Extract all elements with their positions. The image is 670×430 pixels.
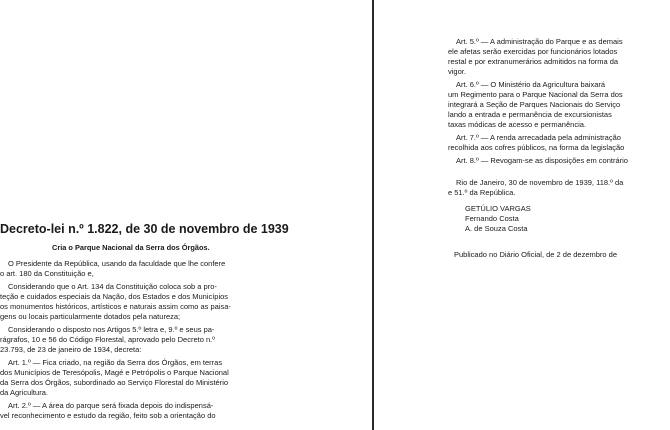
text-line: os monumentos históricos, artísticos e naturais assim como as paisa- [0,302,231,311]
article-2 [0,401,300,421]
article-7 [448,133,670,153]
text-line: o art. 180 da Constituição e, [0,269,94,278]
text-line: gens ou locais particularmente dotados pela natureza; [0,312,181,321]
text-line: e 51.º da República. [448,188,516,197]
text-line: Art. 1.º — Fica criado, na região da Serra dos Órgãos, em terras [8,358,223,367]
text-line: integrará a Seção de Parques Nacionais do Serviço [448,100,621,109]
text-line: um Regimento para o Parque Nacional da Serra dos [448,90,623,99]
right-page [448,37,670,277]
signature-president: GETÚLIO VARGAS [465,204,531,213]
article-5 [448,37,670,77]
dateline [448,178,670,198]
text-line: Art. 5.º — A administração do Parque e as demais [456,37,623,46]
page-gutter [372,0,374,430]
signatures [448,204,670,234]
decree-subtitle: Cria o Parque Nacional da Serra dos Órgãos. [52,243,210,252]
text-line: taxas módicas de acesso e permanência. [448,120,586,129]
article-6 [448,80,670,130]
left-page [0,222,300,430]
text-line: Art. 6.º — O Ministério da Agricultura baixará [456,80,606,89]
text-line: Rio de Janeiro, 30 de novembro de 1939, 118.º da [456,178,624,187]
text-line: dos Municípios de Teresópolis, Magé e Petrópolis o Parque Nacional [0,368,229,377]
text-line: Art. 7.º — A renda arrecadada pela administração [456,133,621,142]
signature-minister-1: Fernando Costa [465,214,519,223]
text-line: vigor. [448,67,466,76]
signature-minister-2: A. de Souza Costa [465,224,528,233]
text-line: vel reconhecimento e estudo da região, feito sob a orientação do [0,411,216,420]
text-line: da Agricultura. [0,388,48,397]
text-line: recolhida aos cofres públicos, na forma da legislação [448,143,625,152]
text-line: Art. 2.º — A área do parque será fixada depois do indispensá- [8,401,214,410]
decree-title: Decreto-lei n.º 1.822, de 30 de novembro de 1939 [0,222,289,236]
text-line: Art. 8.º — Revogam-se as disposições em contrário [456,156,628,165]
text-line: restal e por extranumerários admitidos na forma da [448,57,619,66]
text-line: 23.793, de 23 de janeiro de 1934, decreta: [0,345,142,354]
text-line: Considerando o disposto nos Artigos 5.º letra e, 9.º e seus pa- [8,325,215,334]
article-8 [448,156,670,166]
text-line: ele afetas serão exercidas por funcionários lotados [448,47,618,56]
text-line: teção e cuidados especiais da Nação, dos Estados e dos Municípios [0,292,229,301]
text-line: rágrafos, 10 e 56 do Código Florestal, aprovado pelo Decreto n.º [0,335,215,344]
text-line: O Presidente da República, usando da faculdade que lhe confere [8,259,226,268]
text-line: Considerando que o Art. 134 da Constituição coloca sob a pro- [8,282,217,291]
text-line: da Serra dos Órgãos, subordinado ao Serviço Florestal do Ministério [0,378,229,387]
preamble-paragraph [0,259,300,279]
considering-paragraph-1 [0,282,300,322]
text-line: lando a entrada e permanência de excursionistas [448,110,612,119]
considering-paragraph-2 [0,325,300,355]
publication-note: Publicado no Diário Oficial, de 2 de dezembro de [454,250,618,259]
article-1 [0,358,300,398]
